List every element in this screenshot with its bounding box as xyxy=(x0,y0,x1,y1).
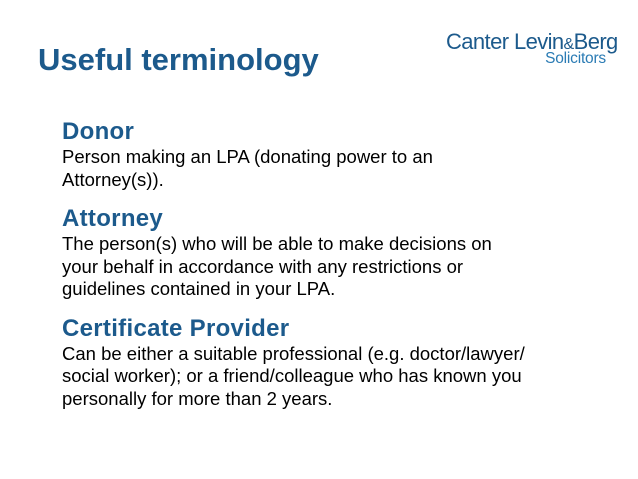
terminology-list xyxy=(62,118,622,410)
company-logo xyxy=(446,29,618,69)
slide-title: Useful terminology xyxy=(38,42,319,77)
term-heading: Attorney xyxy=(62,205,164,232)
term-definition: The person(s) who will be able to make decisions on your behalf in accordance with any restrictions or guidelines contained in your LPA. xyxy=(62,233,492,299)
term-attorney xyxy=(62,205,622,301)
term-heading: Certificate Provider xyxy=(62,314,290,342)
term-definition: Person making an LPA (donating power to an Attorney(s)). xyxy=(62,146,433,190)
term-definition: Can be either a suitable professional (e.g. doctor/lawyer/ social worker); or a friend/colleague who has known you personally for more than 2 years. xyxy=(62,342,525,409)
logo-ampersand: & xyxy=(563,36,574,53)
logo-tagline: Solicitors xyxy=(545,50,606,67)
term-donor xyxy=(62,118,622,191)
logo-name-part: Berg xyxy=(573,29,618,54)
logo-name-part: Canter Levin xyxy=(446,29,564,54)
term-heading: Donor xyxy=(62,118,135,145)
term-certificate-provider xyxy=(62,315,622,411)
